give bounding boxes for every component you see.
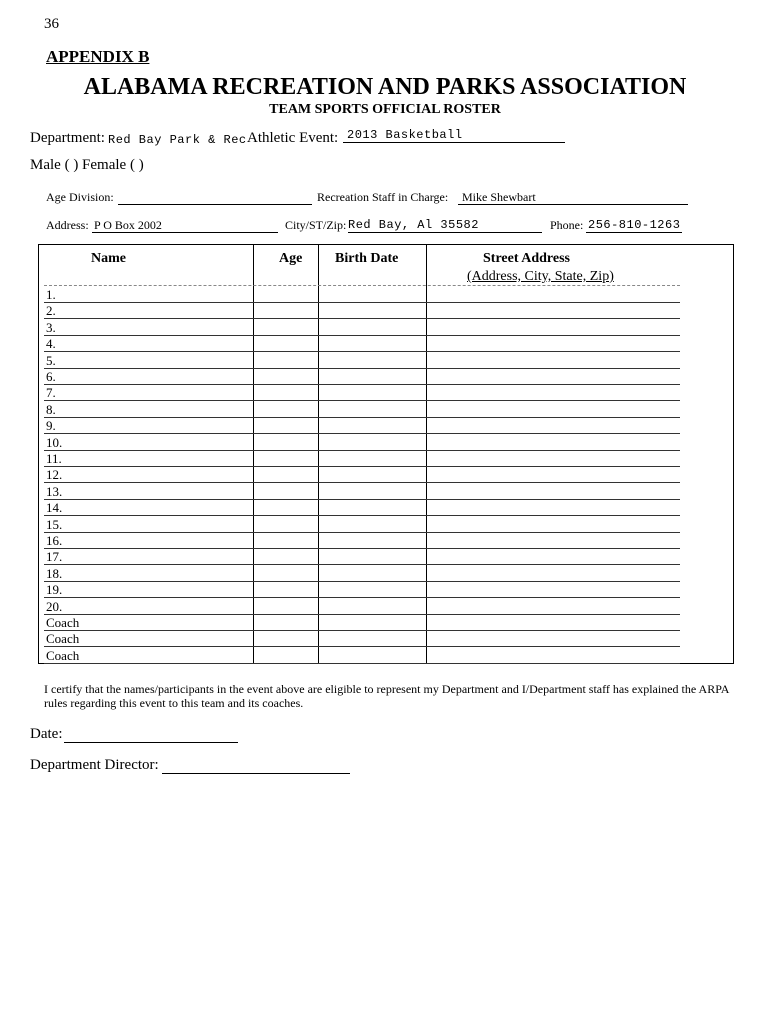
roster-table <box>38 244 734 664</box>
header-birth-date: Birth Date <box>335 251 399 266</box>
roster-row-label: 18. <box>46 565 63 581</box>
roster-row-label: Coach <box>46 631 80 647</box>
director-signature-field[interactable] <box>162 759 350 774</box>
roster-row-label: 2. <box>46 303 56 319</box>
department-label: Department: <box>30 130 105 146</box>
header-separator <box>44 269 680 286</box>
roster-row-label: 12. <box>46 467 63 483</box>
roster-row[interactable] <box>44 401 680 418</box>
certification-text: I certify that the names/participants in the event above are eligible to represent my Department and I/Department staff has explained the ARPA rules regarding this event to this team and its coaches. <box>44 682 729 710</box>
page-number: 36 <box>44 16 59 32</box>
roster-row-label: 4. <box>46 336 56 352</box>
roster-row[interactable] <box>44 630 680 647</box>
staff-field[interactable]: Mike Shewbart <box>458 190 688 205</box>
city-field[interactable]: Red Bay, Al 35582 <box>348 218 542 233</box>
roster-row-label: 19. <box>46 582 63 598</box>
roster-row[interactable] <box>44 450 680 467</box>
roster-row[interactable] <box>44 499 680 516</box>
header-name: Name <box>91 251 126 266</box>
roster-row-label: 17. <box>46 549 63 565</box>
roster-row-label: 20. <box>46 598 63 614</box>
roster-row[interactable] <box>44 598 680 615</box>
header-age: Age <box>279 251 303 266</box>
phone-field[interactable]: 256-810-1263 <box>588 218 681 232</box>
address-label: Address: <box>46 218 89 232</box>
roster-row-label: 9. <box>46 418 56 434</box>
roster-row[interactable] <box>44 335 680 352</box>
header-street-address: Street Address <box>483 251 570 266</box>
phone-label: Phone: <box>550 218 584 232</box>
roster-row[interactable] <box>44 647 680 664</box>
roster-row[interactable] <box>44 417 680 434</box>
roster-row[interactable] <box>44 483 680 500</box>
director-label: Department Director: <box>30 757 159 773</box>
roster-row-label: 15. <box>46 516 63 532</box>
roster-row[interactable] <box>44 614 680 631</box>
roster-row-label: 3. <box>46 319 56 335</box>
roster-row-label: 6. <box>46 369 56 384</box>
gender-checkboxes[interactable]: Male ( ) Female ( ) <box>30 157 144 173</box>
roster-row-label: 7. <box>46 385 56 401</box>
roster-row-label: 10. <box>46 434 63 450</box>
roster-row-label: Coach <box>46 647 80 663</box>
date-field[interactable] <box>64 728 238 743</box>
roster-row[interactable] <box>44 302 680 319</box>
roster-row[interactable] <box>44 581 680 598</box>
roster-row[interactable] <box>44 384 680 401</box>
roster-row-label: 14. <box>46 500 63 516</box>
roster-row-label: 16. <box>46 533 63 548</box>
address-field[interactable]: P O Box 2002 <box>92 218 278 233</box>
roster-row[interactable] <box>44 319 680 336</box>
roster-row-label: 1. <box>46 287 56 302</box>
roster-row[interactable] <box>44 368 680 385</box>
roster-row-label: 13. <box>46 483 63 499</box>
roster-row-label: Coach <box>46 615 80 630</box>
roster-row[interactable] <box>44 352 680 369</box>
document-subtitle: TEAM SPORTS OFFICIAL ROSTER <box>269 102 501 117</box>
athletic-event-field[interactable]: 2013 Basketball <box>343 128 565 143</box>
department-field[interactable]: Red Bay Park & Rec <box>108 133 247 147</box>
roster-row[interactable] <box>44 516 680 533</box>
roster-row[interactable] <box>44 532 680 549</box>
city-label: City/ST/Zip: <box>285 218 347 232</box>
age-division-field[interactable] <box>118 190 312 205</box>
roster-row-label: 8. <box>46 401 56 417</box>
staff-label: Recreation Staff in Charge: <box>317 190 449 204</box>
appendix-heading: APPENDIX B <box>46 47 150 66</box>
athletic-event-label: Athletic Event: <box>247 130 339 146</box>
age-division-label: Age Division: <box>46 190 114 204</box>
roster-row[interactable] <box>44 466 680 483</box>
header-street-address-sub: (Address, City, State, Zip) <box>467 269 614 284</box>
document-title: ALABAMA RECREATION AND PARKS ASSOCIATION <box>83 74 687 100</box>
roster-row[interactable] <box>44 286 680 303</box>
date-label: Date: <box>30 726 63 742</box>
roster-row[interactable] <box>44 434 680 451</box>
roster-row[interactable] <box>44 565 680 582</box>
roster-row-label: 5. <box>46 352 56 368</box>
roster-row[interactable] <box>44 548 680 565</box>
roster-row-label: 11. <box>46 451 62 466</box>
